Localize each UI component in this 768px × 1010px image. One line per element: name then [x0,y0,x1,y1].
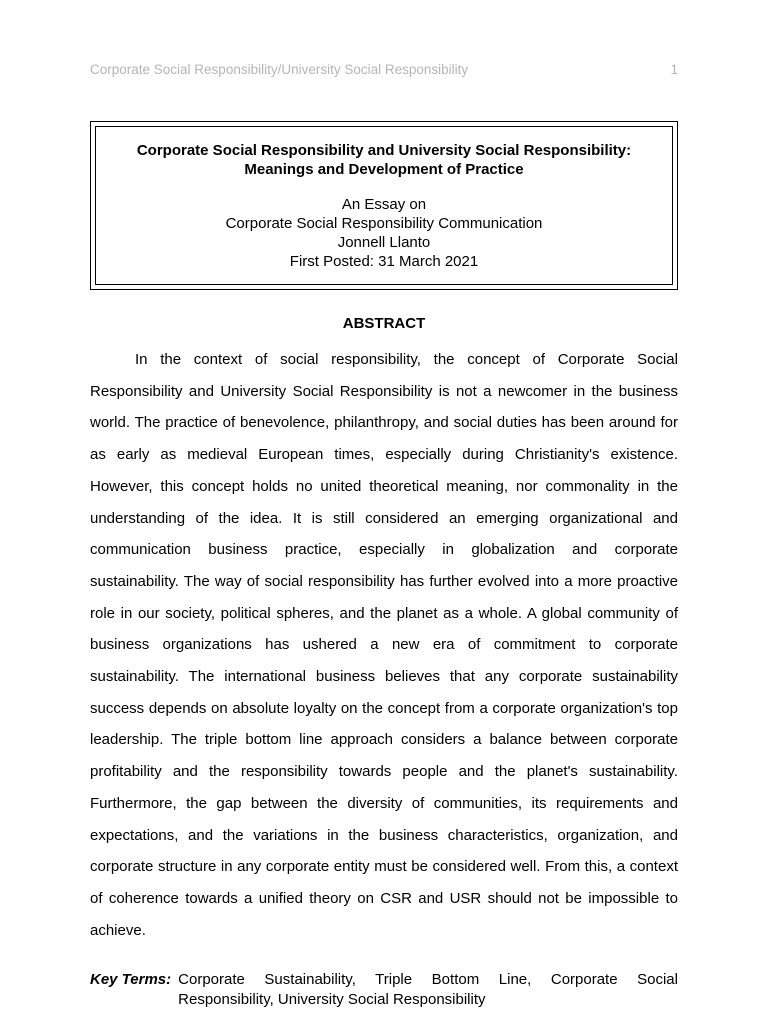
key-terms-label: Key Terms: [90,971,172,989]
essay-type-line: An Essay on [341,196,427,213]
paper-title-line1: Corporate Social Responsibility and University Social Responsibility: [136,142,632,159]
running-title: Corporate Social Responsibility/University Social Responsibility [90,62,469,77]
key-terms [90,970,678,1010]
page-number: 1 [670,62,678,77]
title-box-inner [95,126,673,285]
paper-title [108,141,660,179]
abstract-body: In the context of social responsibility, the concept of Corporate Social Responsibility and University Social Responsibility is not a newcomer in the business world. The practice of benevolence, philanthropy, and social duties has been around for as early as medieval European times, especially during Christianity's existence. However, this concept holds no united theoretical meaning, nor commonality in the understanding of the idea. It is still considered an emerging organizational and communication business practice, especially in globalization and corporate sustainability. The way of social responsibility has further evolved into a more proactive role in our society, political spheres, and the planet as a whole. A global community of business organizations has ushered a new era of commitment to corporate sustainability. The international business believes that any corporate sustainability success depends on absolute loyalty on the concept from a corporate organization's top leadership. The triple bottom line approach considers a balance between corporate profitability and the responsibility towards people and the planet's sustainability. Furthermore, the gap between the diversity of communities, its requirements and expectations, and the variations in the business characteristics, organization, and corporate structure in any corporate entity must be considered well. From this, a context of coherence towards a unified theory on CSR and USR should not be impossible to achieve. [90,351,678,939]
paper-subtitle-block [108,195,660,271]
author-name: Jonnell Llanto [337,234,431,251]
essay-topic-line: Corporate Social Responsibility Communication [225,215,543,232]
title-box [90,121,678,290]
paper-title-line2: Meanings and Development of Practice [244,161,524,178]
posted-date: First Posted: 31 March 2021 [289,253,479,270]
abstract-heading: ABSTRACT [342,315,426,332]
running-header [90,62,678,78]
key-terms-text: Corporate Sustainability, Triple Bottom Line, Corporate Social Responsibility, University Social Responsibility [178,971,678,1009]
